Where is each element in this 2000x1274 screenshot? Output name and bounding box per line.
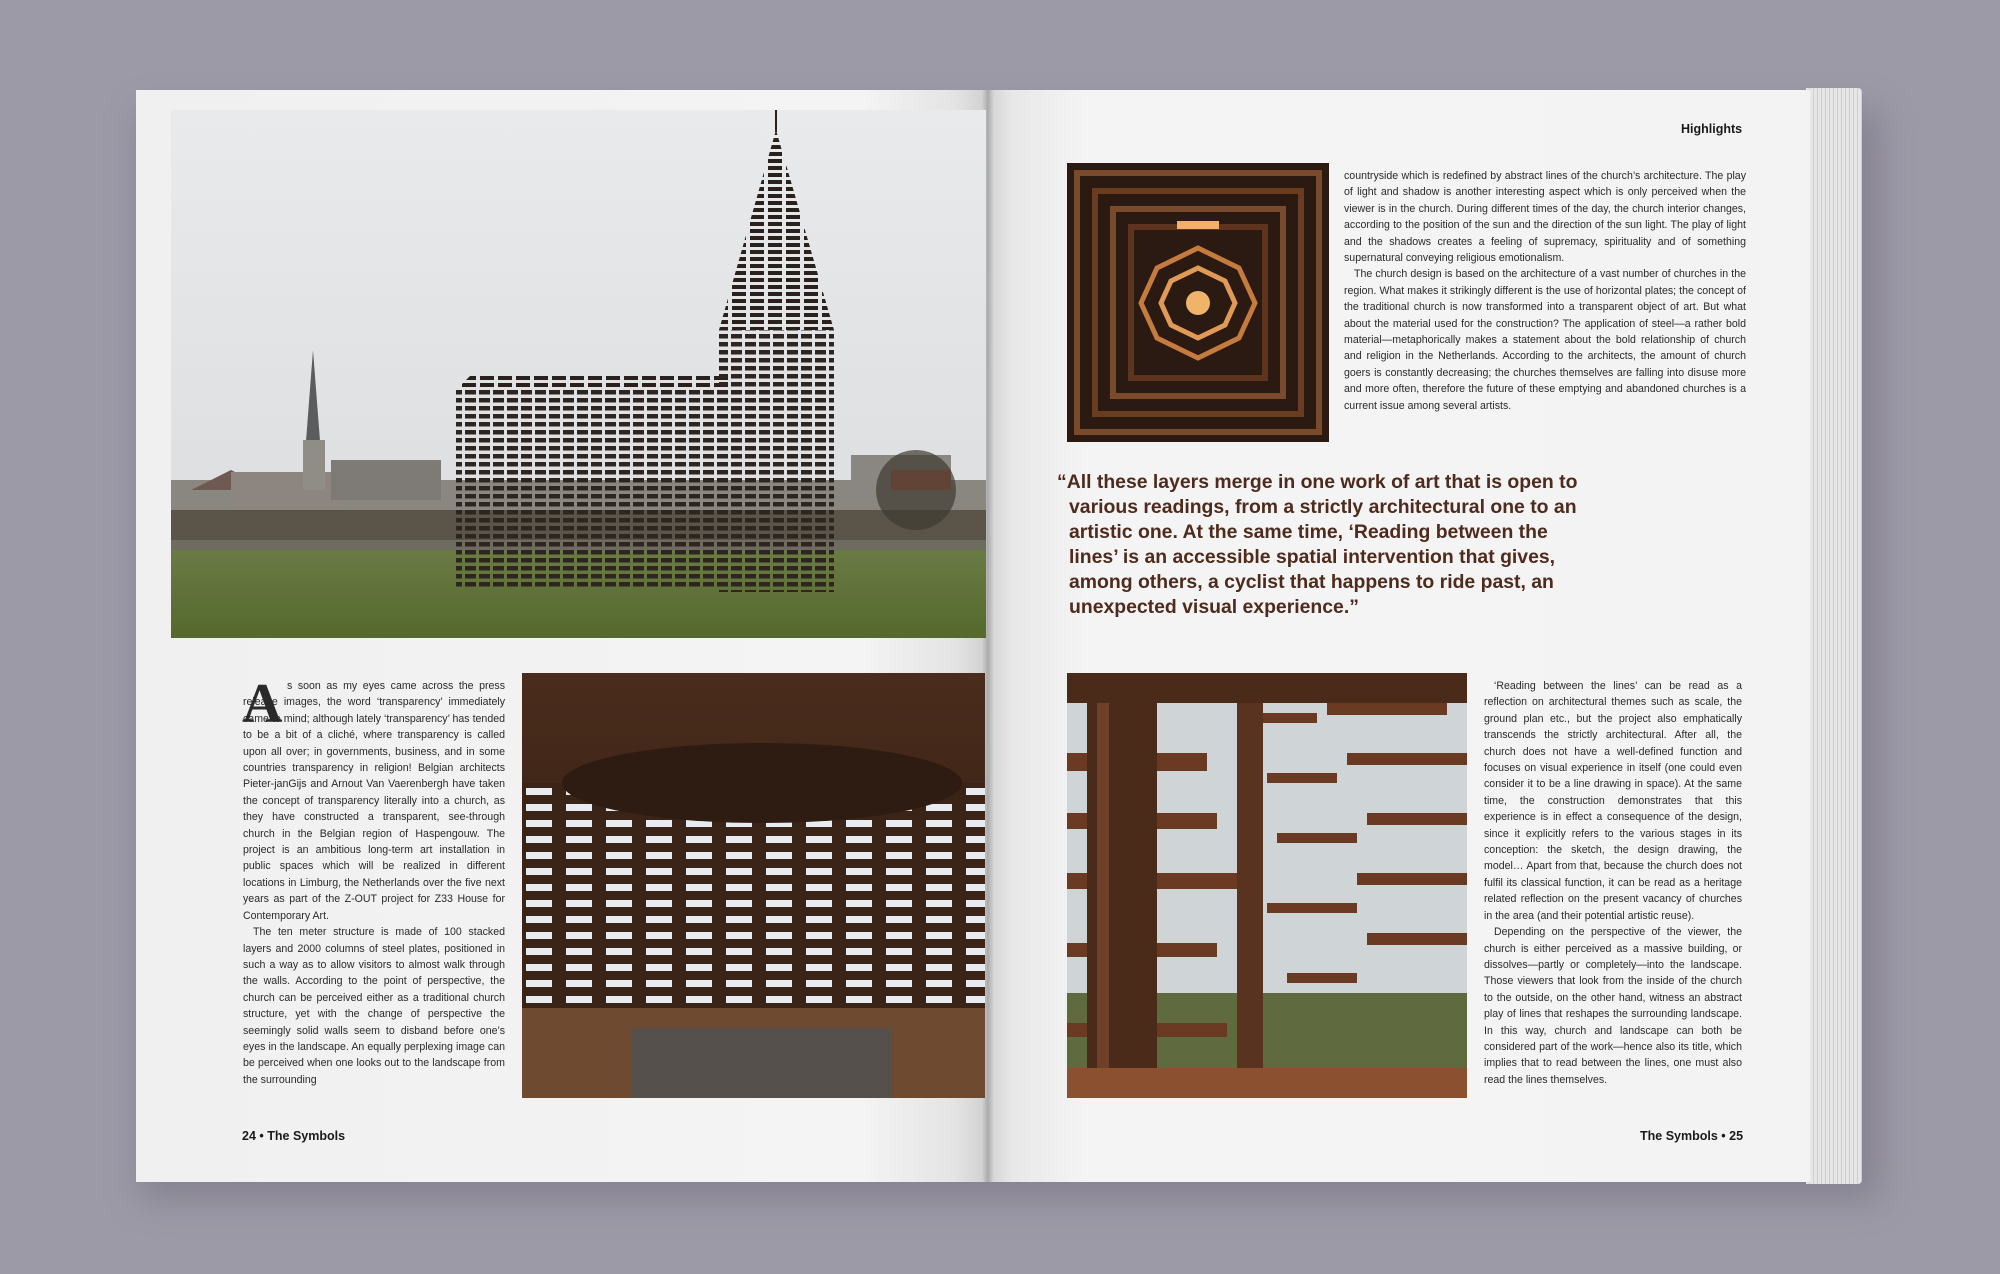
section-label: Highlights	[1681, 122, 1743, 136]
folio-title-right: The Symbols	[1640, 1129, 1718, 1143]
steel-columns-photo	[1067, 673, 1467, 1098]
church-interior-photo	[522, 673, 985, 1098]
folio-right: The Symbols • 25	[1640, 1129, 1744, 1143]
tower-interior-photo	[1067, 163, 1329, 442]
church-exterior-photo	[171, 110, 986, 638]
left-paragraph-2: The ten meter structure is made of 100 stacked layers and 2000 columns of steel plates, positioned in such a way as to allow visitors to almost walk through the walls. According to the point of perspective, the church can be perceived either as a traditional church structure, yet with the change of perspective the seemingly solid walls seem to disband before one’s eyes in the landscape. An equally perplexing image can be perceived when one looks out to the landscape from the surrounding	[243, 926, 505, 1086]
page-edges	[1806, 88, 1862, 1184]
drop-cap: A	[242, 673, 283, 735]
right-bottom-paragraph-2: Depending on the perspective of the viewer, the church is either perceived as a massive building, or dissolves—partly or completely—into the landscape. Those viewers that look from the inside of the church to the outside, on the other hand, witness an abstract play of lines that reshapes the surrounding landscape. In this way, church and landscape can both be considered part of the work—hence also its title, which implies that to read between the lines, one must also read the lines themselves.	[1484, 926, 1742, 1086]
right-bottom-body-text	[1484, 678, 1742, 1088]
right-top-paragraph-1: countryside which is redefined by abstract lines of the church’s architecture. The play of light and shadow is another interesting aspect which is only perceived when the viewer is in the church. During different times of the day, the church interior changes, according to the position of the sun and the direction of the sun light. The play of light and the shadows creates a feeling of supremacy, spirituality and of something supernatural conveying religious emotionalism.	[1344, 170, 1746, 265]
right-top-body-text	[1344, 168, 1746, 414]
pull-quote: “All these layers merge in one work of art that is open to various readings, from a strictly architectural one to an artistic one. At the same time, ‘Reading between the lines’ is an accessible spatial intervention that gives, among others, a cyclist that happens to ride past, an unexpected visual experience.”	[1057, 471, 1578, 618]
right-bottom-paragraph-1: ‘Reading between the lines’ can be read as a reflection on architectural themes such as scale, the ground plan etc., but the project also emphatically transcends the strictly architectural. After all, the church does not have a well-defined function and focuses on visual experience in itself (one could even consider it to be a line drawing in space). At the same time, the construction demonstrates that this experience is in effect a consequence of the design, since it explicitly refers to the various stages in its conception: the sketch, the design drawing, the model… Apart from that, because the church does not fulfil its classical function, it can be read as a heritage related reflection on the present vacancy of churches in the area (and their potential artistic reuse).	[1484, 680, 1742, 922]
folio-title-left: The Symbols	[267, 1129, 346, 1143]
page-number-right: 25	[1729, 1129, 1744, 1143]
right-top-paragraph-2: The church design is based on the architecture of a vast number of churches in the region. What makes it strikingly different is the use of horizontal plates; the concept of the traditional church is now transformed into a transparent object of art. But what about the material used for the construction? The application of steel—a rather bold material—metaphorically makes a statement about the bold relationship of church and religion in the Netherlands. According to the architects, the amount of church goers is constantly decreasing; the churches themselves are falling into disuse more and more often, therefore the future of these emptying and abandoned churches is a current issue among several artists.	[1344, 268, 1746, 412]
folio-left: 24 • The Symbols	[242, 1129, 346, 1143]
page-number-left: 24	[242, 1129, 256, 1143]
left-paragraph-1: s soon as my eyes came across the press release images, the word ‘transparency’ immediately came to mind; although lately ‘transparency’ has tended to be a bit of a cliché, where transparency is called upon all over; in governments, business, and in some countries transparency in religion! Belgian architects Pieter-janGijs and Arnout Van Vaerenbergh have taken the concept of transparency literally into a church, as they have constructed a transparent, see-through church in the Belgian region of Haspengouw. The project is an ambitious long-term art installation in public spaces which will be realized in different locations in Limburg, the Netherlands over the five next years as part of the Z-OUT project for Z33 House for Contemporary Art.	[243, 680, 505, 922]
left-body-text	[242, 673, 505, 1088]
